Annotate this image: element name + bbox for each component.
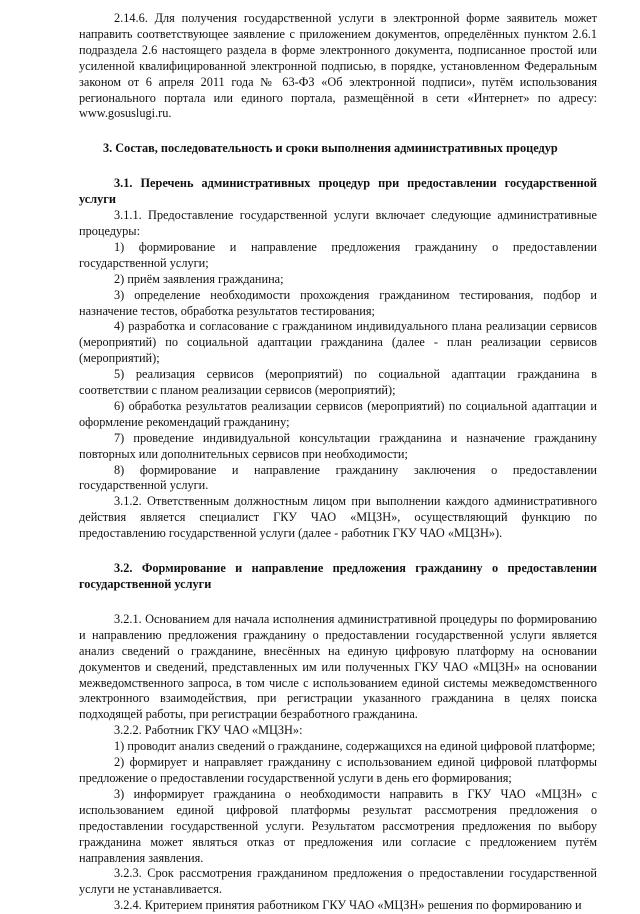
list-item: 1) проводит анализ сведений о гражданине, содержащихся на единой цифровой платформе; xyxy=(114,739,596,754)
list-item: 3) информирует гражданина о необходимости направить в ГКУ ЧАО «МЦЗН» с использованием единой цифровой платформы результат рассмотрения предложения о предоставлении государственной услуги. Результатом рассмотрения предложения по выбору гражданина может являться отказ от предложения или согласие с предложением путём направления заявления. xyxy=(79,786,597,865)
paragraph-3-1-2: 3.1.2. Ответственным должностным лицом при выполнении каждого административного действия является специалист ГКУ ЧАО «МЦЗН», осуществляющий функцию по предоставлению государственной услуги (далее - работник ГКУ ЧАО «МЦЗН»). xyxy=(79,494,597,541)
list-item: 6) обработка результатов реализации сервисов (мероприятий) по социальной адаптации и оформление рекомендаций гражданину; xyxy=(79,398,597,429)
subsection-3-2-heading: 3.2. Формирование и направление предложения гражданину о предоставлении государственной услуги xyxy=(79,561,597,591)
paragraph-2-14-6: 2.14.6. Для получения государственной услуги в электронной форме заявитель может направить соответствующее заявление с приложением документов, определённых пунктом 2.6.1 подраздела 2.6 настоящего раздела в форме электронного документа, подписанное простой или усиленной квалифицированной электронной подписью, в порядке, установленном Федеральным законом от 6 апреля 2011 года № 63-ФЗ «Об электронной подписи», путём использования регионального портала или единого портала, размещённой в сети «Интернет» по адресу: www.gosuslugi.ru. xyxy=(79,11,597,121)
paragraph-3-2-1: 3.2.1. Основанием для начала исполнения административной процедуры по формированию и направлению предложения гражданину о предоставлении государственной услуги является анализ сведений о гражданине, внесённых на единую цифровую платформу на основании документов и сведений, представленных им или полученных ГКУ ЧАО «МЦЗН» на основании межведомственного запроса, в том числе с использованием единой системы межведомственного электронного взаимодействия, при регистрации указанного гражданина в целях поиска подходящей работы, при регистрации безработного гражданина. xyxy=(79,611,597,722)
subsection-3-1-heading: 3.1. Перечень административных процедур при предоставлении государственной услуги xyxy=(79,176,597,207)
list-item: 3) определение необходимости прохождения гражданином тестирования, подбор и назначение тестов, обработка результатов тестирования; xyxy=(79,287,597,318)
paragraph-3-1-1: 3.1.1. Предоставление государственной услуги включает следующие административные процедуры: xyxy=(79,208,597,238)
list-item: 8) формирование и направление гражданину заключения о предоставлении государственной услуги. xyxy=(79,462,597,493)
document-page xyxy=(79,11,597,914)
list-item: 7) проведение индивидуальной консультации гражданина и назначение гражданину повторных или дополнительных сервисов при необходимости; xyxy=(79,430,597,461)
list-item: 2) формирует и направляет гражданину с использованием единой цифровой платформы предложение о предоставлении государственной услуги в день его формирования; xyxy=(79,755,597,785)
list-item: 4) разработка и согласование с гражданином индивидуального плана реализации сервисов (мероприятий) по социальной адаптации гражданина (далее - план реализации сервисов (мероприятий); xyxy=(79,319,597,366)
list-item: 2) приём заявления гражданина; xyxy=(114,271,284,286)
list-item: 1) формирование и направление предложения гражданину о предоставлении государственной услуги; xyxy=(79,239,597,270)
section-3-heading: 3. Состав, последовательность и сроки выполнения административных процедур xyxy=(103,141,558,156)
paragraph-3-2-3: 3.2.3. Срок рассмотрения гражданином предложения о предоставлении государственной услуги не устанавливается. xyxy=(79,866,597,897)
paragraph-3-2-2: 3.2.2. Работник ГКУ ЧАО «МЦЗН»: xyxy=(114,723,303,738)
list-item: 5) реализация сервисов (мероприятий) по социальной адаптации гражданина в соответствии с планом реализации сервисов (мероприятий); xyxy=(79,367,597,398)
paragraph-3-2-4: 3.2.4. Критерием принятия работником ГКУ ЧАО «МЦЗН» решения по формированию и xyxy=(114,898,582,913)
